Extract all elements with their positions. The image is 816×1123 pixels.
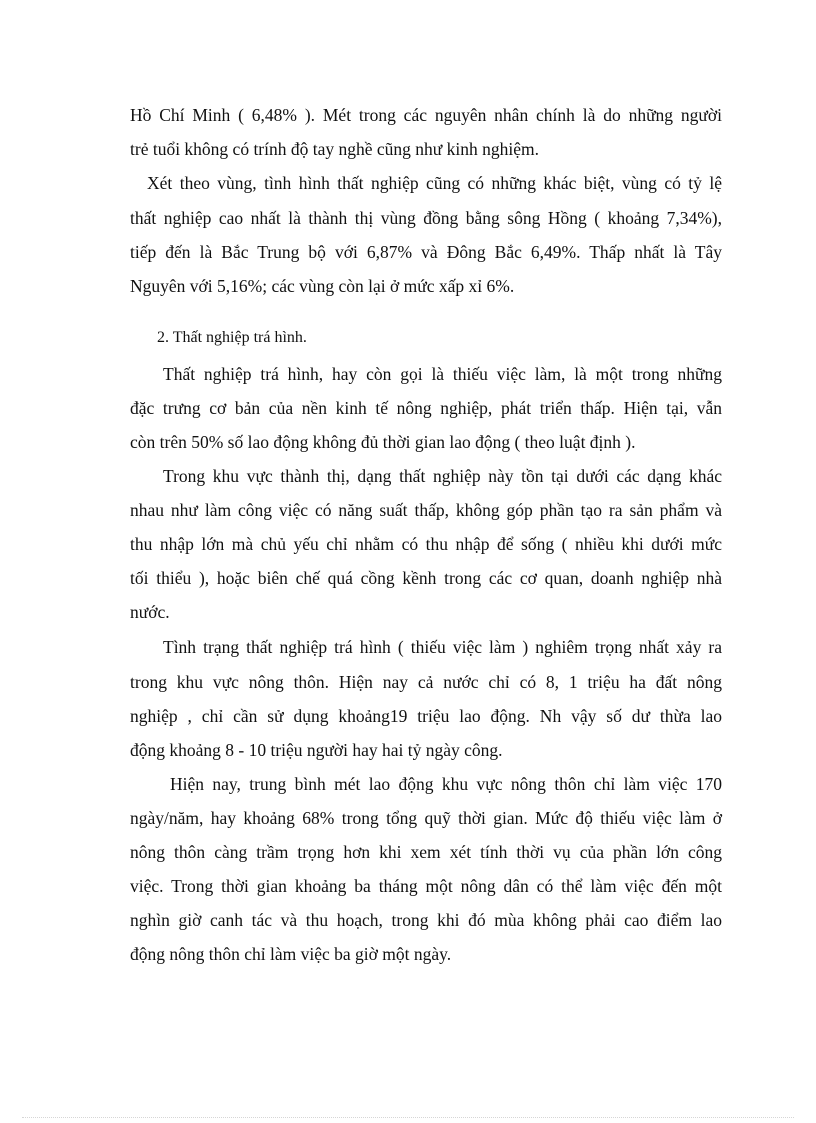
paragraph-line: trẻ tuổi không có trính độ tay nghề cũng như kinh nghiệm. — [130, 139, 540, 159]
paragraph-line: Hồ Chí Minh ( 6,48% ). Mét trong các nguyên nhân chính là do những người — [130, 105, 722, 125]
paragraph-line: Trong khu vực thành thị, dạng thất nghiệp này tồn tại dưới các dạng khác — [163, 466, 722, 486]
paragraph-line: nghiệp , chỉ cần sử dụng khoảng19 triệu lao động. Nh vậy số dư thừa lao — [130, 706, 722, 726]
paragraph-line: động nông thôn chỉ làm việc ba giờ một ngày. — [130, 944, 452, 964]
page-bottom-rule — [22, 1117, 794, 1118]
paragraph-line: động khoảng 8 - 10 triệu người hay hai tỷ ngày công. — [130, 740, 503, 760]
paragraph-line: trong khu vực nông thôn. Hiện nay cả nước chỉ có 8, 1 triệu ha đất nông — [130, 672, 722, 692]
paragraph-line: nông thôn càng trầm trọng hơn khi xem xét tính thời vụ của phần lớn công — [130, 842, 722, 862]
paragraph-line: Nguyên với 5,16%; các vùng còn lại ở mức xấp xỉ 6%. — [130, 276, 515, 296]
paragraph-line: nhau như làm công việc có năng suất thấp, không góp phần tạo ra sản phẩm và — [130, 500, 722, 520]
section-heading: 2. Thất nghiệp trá hình. — [157, 329, 307, 346]
paragraph-line: nước. — [130, 602, 170, 622]
paragraph-line: việc. Trong thời gian khoảng ba tháng một nông dân có thể làm việc đến một — [130, 876, 722, 896]
paragraph-line: đặc trưng cơ bản của nền kinh tế nông nghiệp, phát triển thấp. Hiện tại, vẫn — [130, 398, 722, 418]
paragraph-line: Thất nghiệp trá hình, hay còn gọi là thiếu việc làm, là một trong những — [163, 364, 722, 384]
paragraph-line: Xét theo vùng, tình hình thất nghiệp cũng có những khác biệt, vùng có tỷ lệ — [147, 173, 722, 193]
paragraph-line: Hiện nay, trung bình mét lao động khu vực nông thôn chỉ làm việc 170 — [170, 774, 722, 794]
paragraph-line: thất nghiệp cao nhất là thành thị vùng đồng bằng sông Hồng ( khoảng 7,34%), — [130, 208, 722, 228]
paragraph-line: thu nhập lớn mà chủ yếu chỉ nhằm có thu nhập để sống ( nhiều khi dưới mức — [130, 534, 722, 554]
paragraph-line: tiếp đến là Bắc Trung bộ với 6,87% và Đông Bắc 6,49%. Thấp nhất là Tây — [130, 242, 722, 262]
paragraph-line: ngày/năm, hay khoảng 68% trong tổng quỹ thời gian. Mức độ thiếu việc làm ở — [130, 808, 722, 828]
paragraph-line: nghìn giờ canh tác và thu hoạch, trong khi đó mùa không phải cao điểm lao — [130, 910, 722, 930]
paragraph-line: tối thiểu ), hoặc biên chế quá cồng kềnh trong các cơ quan, doanh nghiệp nhà — [130, 568, 722, 588]
paragraph-line: còn trên 50% số lao động không đủ thời gian lao động ( theo luật định ). — [130, 432, 636, 452]
paragraph-line: Tình trạng thất nghiệp trá hình ( thiếu việc làm ) nghiêm trọng nhất xảy ra — [163, 637, 722, 657]
